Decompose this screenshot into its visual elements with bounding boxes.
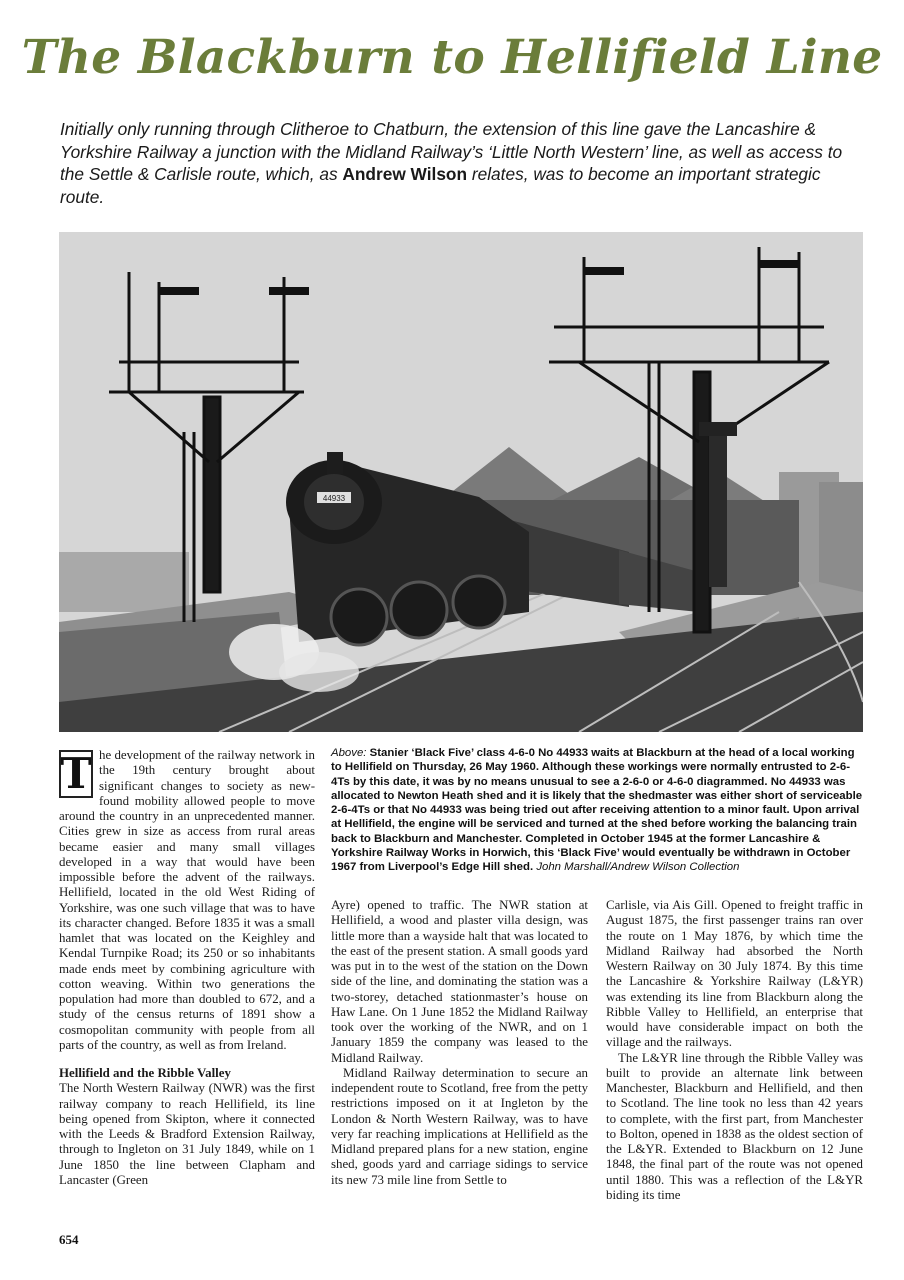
- body-paragraph: Midland Railway determination to secure an independent route to Scotland, free from the petty restrictions imposed on it at Ingleton by the London & North Western Railway, was to have very far reaching implications at Hellifield as the Midland prepared plans for a new station, engine shed, goods yard and carriage sidings to service its new 73 mile line from Settle to: [331, 1065, 589, 1187]
- photo-caption: [331, 746, 863, 875]
- caption-label: Above:: [331, 747, 367, 759]
- body-column-3: [606, 898, 863, 1203]
- photo-credit: John Marshall/Andrew Wilson Collection: [536, 861, 740, 874]
- body-paragraph: The L&YR line through the Ribble Valley was built to provide an alternate link between Manchester, Blackburn and Hellifield, and then to Scotland. The line took no less than 42 years to complete, with the first part, from Manchester to Bolton, opened in 1838 as the oldest section of the L&YR. Extended to Blackburn on 12 June 1848, the final part of the route was not opened until 1880. This was a reflection of the L&YR biding its time: [606, 1050, 863, 1202]
- smokebox-number-plate: 44933: [322, 494, 346, 503]
- article-title: The Blackburn to Hellifield Line: [21, 30, 883, 85]
- locomotive-photo: [59, 232, 863, 732]
- author-name: Andrew Wilson: [342, 164, 468, 184]
- body-column-1: [59, 748, 315, 1188]
- page-number: 654: [59, 1232, 79, 1247]
- section-subheading: Hellifield and the Ribble Valley: [59, 1066, 231, 1080]
- body-paragraph: The North Western Railway (NWR) was the first railway company to reach Hellifield, its line being opened from Skipton, where it connected with the Leeds & Bradford Extension Railway, through to Ingleton on 31 July 1849, while on 1 June 1850 the line between Clapham and Lancaster (Green: [59, 1081, 315, 1187]
- body-paragraph: Ayre) opened to traffic. The NWR station at Hellifield, a wood and plaster villa design, was little more than a wayside halt that was located to the east of the present station. A small goods yard was put in to the west of the station on the Down side of the line, and dominating the station was a two-storey, detached stationmaster’s house on Haw Lane. On 1 June 1852 the Midland Railway took over the working of the NWR, and on 1 January 1859 the company was leased to the Midland Railway.: [331, 898, 588, 1065]
- standfirst-text-end: relates, was to become an important strategic route.: [60, 164, 821, 207]
- body-paragraph: Carlisle, via Ais Gill. Opened to freight traffic in August 1875, the first passenger trains ran over the route on 1 May 1876, by which time the Midland Railway had absorbed the North Western Railway on 30 July 1874. By this time the Lancashire & Yorkshire Railway (L&YR) was extending its line from Blackburn along the Ribble Valley to Hellifield, an enterprise that would have considerable impact on both the village and the railways.: [606, 898, 863, 1050]
- drop-cap: T: [60, 749, 92, 798]
- locomotive-photo-drawing: [59, 232, 863, 732]
- standfirst: [60, 118, 860, 208]
- caption-text: Stanier ‘Black Five’ class 4-6-0 No 44933 waits at Blackburn at the head of a local working to Hellifield on Thursday, 26 May 1960. Although these workings were normally entrusted to 2-6-4Ts by this date, it was by no means unusual to see a 2-6-0 or 4-6-0 diagrammed. No 44933 was allocated to Newton Heath shed and it is likely that the shedmaster was either short of serviceable 2-6-4Ts or that No 44933 was being tried out after receiving attention to a minor fault. Upon arrival at Hellifield, the engine will be serviced and turned at the shed before working the balancing train back to Blackburn and Manchester. Completed in October 1945 at the former Lancashire & Yorkshire Railway Works in Horwich, this ‘Black Five’ would eventually be withdrawn in October 1967 from Liverpool’s Edge Hill shed.: [331, 747, 863, 874]
- body-paragraph: he development of the railway network in the 19th century brought about significant changes to society as new-found mobility allowed people to move around the country in an unprecedented manner. Cities grew in size as access from rural areas became easier and many small villages developed in a way that would have been impossible before the advent of the railways. Hellifield, located in the old West Riding of Yorkshire, was one such village that was to have its character changed. Before 1835 it was a small hamlet that was located on the Keighley and Kendal Turnpike Road; its 250 or so inhabitants made ends meet by combining agriculture with cotton weaving. Within two generations the population had more than doubled to 672, and a study of the census returns of 1891 show a cosmopolitan community with people from all parts of the country, as well as from Ireland.: [59, 748, 315, 1052]
- body-column-2: [331, 898, 588, 1188]
- standfirst-text-start: Initially only running through Clitheroe to Chatburn, the extension of this line gave the Lancashire & Yorkshire Railway a junction with the Midland Railway’s ‘Little North Western’ line, as well as access to the Settle & Carlisle route, which, as: [60, 119, 843, 184]
